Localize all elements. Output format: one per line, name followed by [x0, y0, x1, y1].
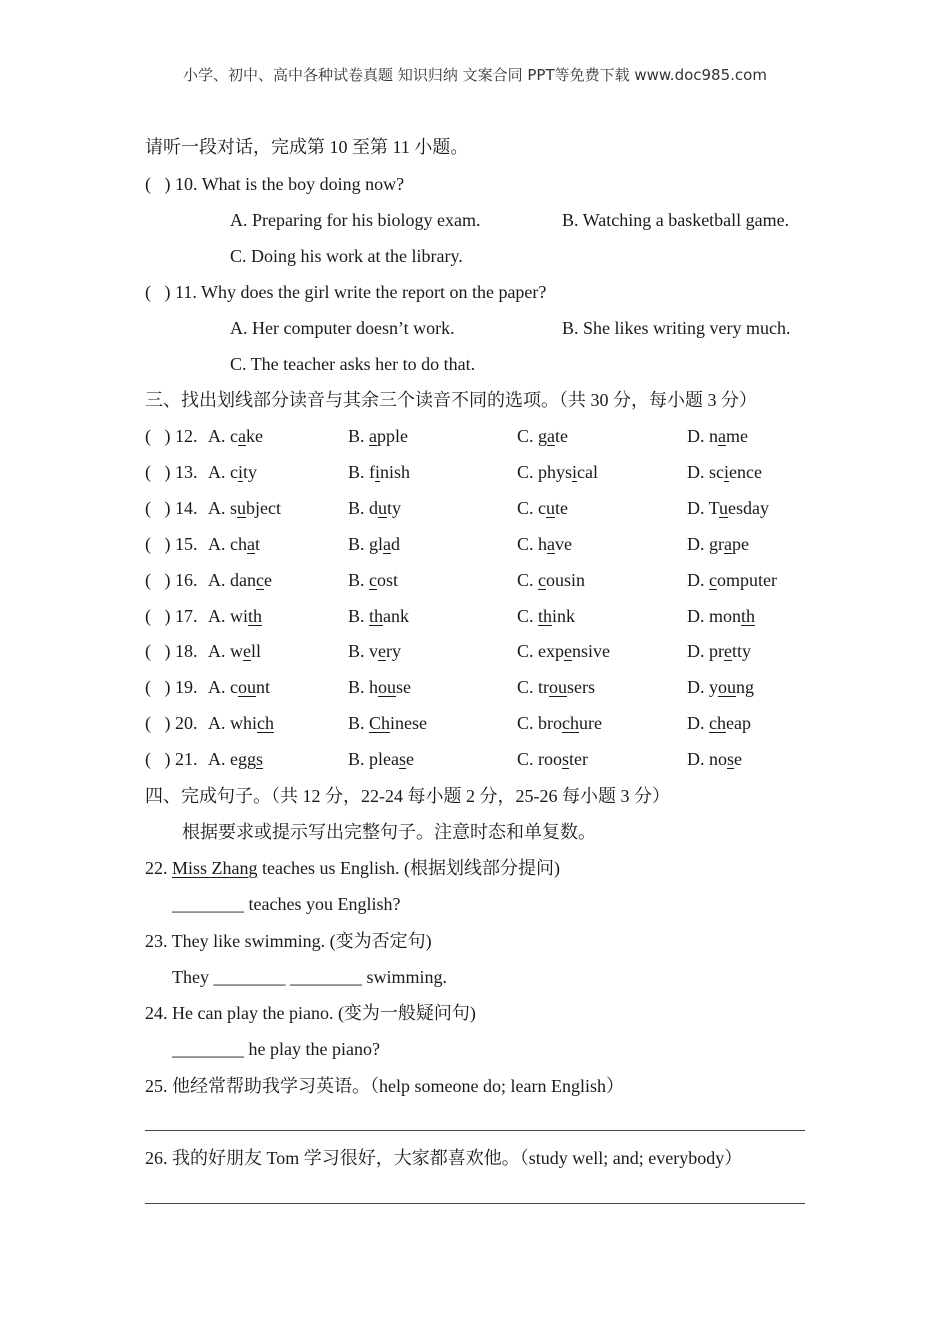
underlined-letters: a — [547, 533, 556, 554]
question-23: 23. They like swimming. (变为否定句) — [145, 931, 432, 951]
page-header: 小学、初中、高中各种试卷真题 知识归纳 文案合同 PPT等免费下载 www.doc985.com — [183, 66, 767, 84]
phonics-option-c: C. trousers — [517, 677, 596, 698]
answer-blank: ( ) — [145, 713, 171, 734]
phonics-option-b: B. Chinese — [348, 713, 428, 734]
phonics-option-d: D. computer — [687, 569, 777, 590]
q11-option-a: A. Her computer doesn’t work. — [230, 318, 455, 338]
phonics-option-c: C. expensive — [517, 641, 610, 662]
question-26: 26. 我的好朋友 Tom 学习很好，大家都喜欢他。（study well; and; everybody） — [145, 1148, 743, 1168]
underlined-letters: u — [719, 497, 729, 518]
q26-answer-rule — [145, 1203, 805, 1204]
answer-blank: ( ) — [145, 461, 171, 482]
q25-answer-rule — [145, 1130, 805, 1131]
underlined-letters: a — [718, 426, 726, 446]
phonics-option-b: B. apple — [348, 426, 409, 446]
underlined-letters: u — [237, 497, 247, 518]
underlined-letters: a — [247, 533, 255, 554]
underlined-letters: ch — [709, 713, 726, 734]
phonics-row — [145, 604, 198, 628]
phonics-option-c: C. rooster — [517, 749, 588, 770]
underlined-letters: s — [256, 749, 264, 770]
phonics-row — [145, 424, 198, 448]
answer-blank: ( ) — [145, 569, 171, 590]
question-number: 11. — [175, 282, 197, 302]
phonics-option-b: B. duty — [348, 497, 402, 518]
underlined-letters: th — [248, 605, 263, 626]
answer-blank: ( ) — [145, 677, 171, 698]
phonics-row — [145, 496, 198, 520]
underlined-letters: e — [243, 641, 251, 662]
underlined-letters: ou — [549, 677, 568, 698]
underlined-letters: a — [238, 426, 246, 446]
q22-answer-line: ________ teaches you English? — [172, 894, 401, 914]
underlined-letters: ou — [238, 677, 256, 698]
phonics-option-c: C. cousin — [517, 569, 586, 590]
phonics-option-a: A. city — [208, 461, 258, 482]
phonics-option-a: A. subject — [208, 497, 281, 518]
underlined-letters: ch — [257, 713, 274, 734]
underlined-letters: i — [238, 461, 244, 482]
underlined-letters: a — [547, 426, 556, 446]
answer-blank: ( ) — [145, 605, 171, 626]
underlined-letters: c — [369, 569, 378, 590]
question-24: 24. He can play the piano. (变为一般疑问句) — [145, 1003, 476, 1023]
phonics-option-c: C. physical — [517, 461, 599, 482]
underlined-letters: ou — [718, 677, 736, 698]
phonics-option-d: D. science — [687, 461, 762, 482]
underlined-letters: a — [724, 533, 732, 554]
underlined-letters: th — [538, 605, 553, 626]
phonics-row — [145, 747, 198, 771]
question-22 — [145, 856, 560, 880]
underlined-letters: Ch — [369, 713, 391, 734]
q11-option-b: B. She likes writing very much. — [562, 318, 791, 338]
underlined-letters: e — [564, 641, 572, 662]
phonics-option-d: D. young — [687, 677, 754, 698]
q10-option-c: C. Doing his work at the library. — [230, 246, 463, 266]
answer-blank: ( ) — [145, 426, 171, 446]
question-text: teaches us English. (根据划线部分提问) — [257, 858, 560, 878]
underlined-letters: c — [538, 569, 547, 590]
phonics-option-d: D. grape — [687, 533, 749, 554]
question-11: ( ) 11. Why does the girl write the report on the paper? — [145, 282, 547, 302]
phonics-option-d: D. Tuesday — [687, 497, 770, 518]
question-25: 25. 他经常帮助我学习英语。（help someone do; learn English） — [145, 1076, 624, 1096]
answer-blank: ( ) — [145, 749, 171, 770]
question-number: 22. — [145, 858, 172, 878]
underlined-letters: ou — [378, 677, 397, 698]
question-number: 14. — [175, 497, 198, 518]
section4-instruction: 根据要求或提示写出完整句子。注意时态和单复数。 — [182, 822, 596, 842]
phonics-option-d: D. month — [687, 605, 756, 626]
underlined-letters: ch — [562, 713, 579, 734]
phonics-option-d: D. nose — [687, 749, 743, 770]
section4-title: 四、完成句子。（共 12 分，22-24 每小题 2 分，25-26 每小题 3 分） — [145, 786, 670, 806]
phonics-option-a: A. with — [208, 605, 263, 626]
underlined-phrase: Miss Zhang — [172, 858, 258, 878]
answer-blank: ( ) — [145, 641, 171, 662]
question-number: 10. — [175, 174, 198, 194]
phonics-option-b: B. cost — [348, 569, 399, 590]
answer-blank: ( ) — [145, 497, 171, 518]
section3-title: 三、找出划线部分读音与其余三个读音不同的选项。（共 30 分，每小题 3 分） — [145, 390, 757, 410]
underlined-letters: a — [369, 426, 378, 446]
phonics-option-a: A. dance — [208, 569, 272, 590]
question-number: 16. — [175, 569, 198, 590]
phonics-option-d: D. cheap — [687, 713, 751, 734]
underlined-letters: c — [256, 569, 264, 590]
question-text: Why does the girl write the report on the paper? — [201, 282, 547, 302]
underlined-letters: u — [546, 497, 555, 518]
phonics-row — [145, 711, 198, 735]
phonics-option-c: C. think — [517, 605, 576, 626]
question-number: 19. — [175, 677, 198, 698]
phonics-option-c: C. have — [517, 533, 573, 554]
phonics-row — [145, 532, 198, 556]
phonics-option-b: B. finish — [348, 461, 411, 482]
underlined-letters: s — [399, 749, 407, 770]
phonics-option-d: D. name — [687, 426, 748, 446]
phonics-option-a: A. count — [208, 677, 271, 698]
phonics-row — [145, 675, 198, 699]
phonics-option-a: A. chat — [208, 533, 261, 554]
underlined-letters: i — [572, 461, 578, 482]
underlined-letters: i — [375, 461, 381, 482]
q24-answer-line: ________ he play the piano? — [172, 1039, 380, 1059]
phonics-option-b: B. please — [348, 749, 415, 770]
question-number: 13. — [175, 461, 198, 482]
underlined-letters: c — [709, 569, 717, 590]
phonics-option-b: B. thank — [348, 605, 410, 626]
phonics-option-c: C. gate — [517, 426, 569, 446]
phonics-option-b: B. house — [348, 677, 412, 698]
answer-blank: ( ) — [145, 533, 171, 554]
phonics-option-a: A. eggs — [208, 749, 264, 770]
q11-option-c: C. The teacher asks her to do that. — [230, 354, 476, 374]
underlined-letters: e — [378, 641, 387, 662]
phonics-option-d: D. pretty — [687, 641, 752, 662]
question-10: ( ) 10. What is the boy doing now? — [145, 174, 405, 194]
question-number: 17. — [175, 605, 198, 626]
q23-answer-line: They ________ ________ swimming. — [172, 967, 447, 987]
question-number: 18. — [175, 641, 198, 662]
underlined-letters: th — [369, 605, 384, 626]
q10-option-a: A. Preparing for his biology exam. — [230, 210, 481, 230]
underlined-letters: s — [562, 749, 570, 770]
phonics-option-b: B. glad — [348, 533, 401, 554]
underlined-letters: u — [378, 497, 388, 518]
question-number: 15. — [175, 533, 198, 554]
underlined-letters: s — [727, 749, 735, 770]
underlined-letters: e — [724, 641, 732, 662]
phonics-option-c: C. cute — [517, 497, 568, 518]
underlined-letters: i — [724, 461, 730, 482]
phonics-option-a: A. well — [208, 641, 262, 662]
question-number: 20. — [175, 713, 198, 734]
phonics-option-a: A. which — [208, 713, 274, 734]
question-number: 21. — [175, 749, 198, 770]
phonics-row — [145, 639, 198, 663]
question-text: What is the boy doing now? — [201, 174, 405, 194]
underlined-letters: th — [741, 605, 756, 626]
phonics-row — [145, 568, 198, 592]
phonics-option-b: B. very — [348, 641, 402, 662]
phonics-option-c: C. brochure — [517, 713, 602, 734]
q10-option-b: B. Watching a basketball game. — [562, 210, 790, 230]
listening-intro: 请听一段对话，完成第 10 至第 11 小题。 — [145, 137, 469, 157]
question-number: 12. — [175, 426, 198, 446]
underlined-letters: a — [383, 533, 392, 554]
phonics-row — [145, 460, 198, 484]
phonics-option-a: A. cake — [208, 426, 263, 446]
